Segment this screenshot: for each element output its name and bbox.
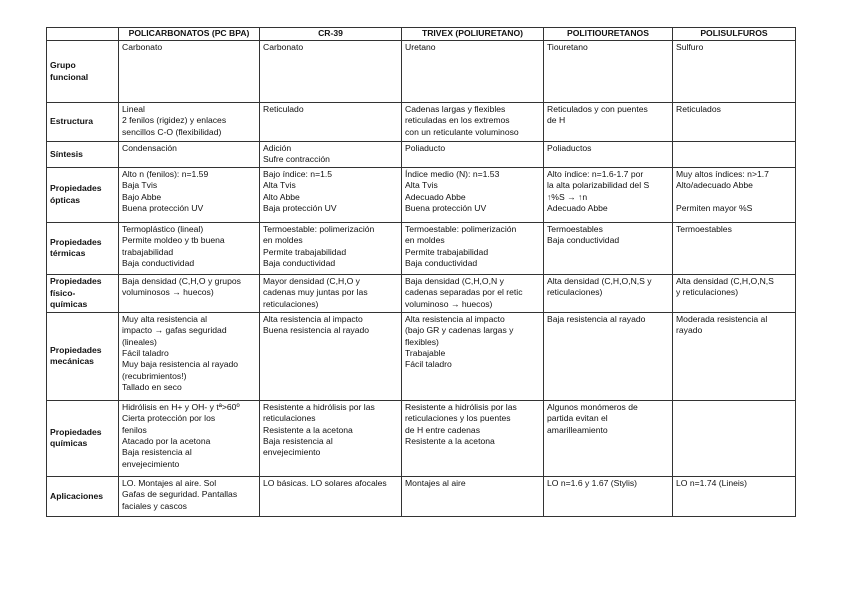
table-cell-policarbonatos (119, 222, 260, 274)
cell-text-line: Baja conductividad (263, 258, 336, 269)
cell-text-line: Hidrólisis en H+ y OH- y tª>60º (122, 401, 240, 412)
cell-text-line: Reticulados (676, 104, 721, 114)
cell-text-line: Sufre contracción (263, 154, 330, 165)
table-cell-cr39 (260, 476, 402, 516)
table-cell-trivex (402, 103, 544, 142)
table-cell-cr39 (260, 41, 402, 103)
cell-text-line: Alta Tvis (405, 180, 438, 191)
table-cell-trivex (402, 476, 544, 516)
row-header-text: químicas (50, 299, 88, 310)
cell-text-line: envejecimiento (122, 458, 180, 469)
table-row (47, 41, 796, 103)
table-cell-policarbonatos (119, 312, 260, 400)
table-cell-polisulfuros (673, 312, 796, 400)
cell-text-line: Termoestables (547, 223, 603, 234)
row-header-text: mecánicas (50, 356, 94, 367)
cell-text-line: reticulaciones y los puentes (405, 413, 511, 424)
cell-text-line: (bajo GR y cadenas largas y (405, 325, 514, 336)
cell-text-line: ↑%S → ↑n (547, 191, 588, 202)
table-cell-polisulfuros (673, 274, 796, 312)
cell-text-line: de H entre cadenas (405, 424, 481, 435)
table-cell-polisulfuros (673, 400, 796, 476)
cell-text-line: Alto Abbe (263, 191, 300, 202)
cell-text-line: LO n=1.6 y 1.67 (Stylis) (547, 477, 638, 488)
cell-text-line: Buena protección UV (405, 203, 487, 214)
cell-text-line: cadenas muy juntas por las (263, 287, 368, 298)
cell-text-line (676, 143, 792, 154)
cell-text-line: Baja resistencia al (122, 447, 192, 458)
row-header-text: Propiedades (50, 276, 102, 287)
table-row (47, 167, 796, 222)
cell-text-line: Poliaductos (547, 143, 592, 153)
row-header-text: Estructura (50, 116, 93, 127)
table-cell-polisulfuros (673, 142, 796, 168)
header-cell-politiouretanos: POLITIOURETANOS (544, 28, 673, 41)
cell-text-line: Alto n (fenilos): n=1.59 (122, 168, 209, 179)
table-row (47, 142, 796, 168)
cell-text-line: (lineales) (122, 336, 157, 347)
table-cell-politiouretanos (544, 400, 673, 476)
cell-text-line: la alta polarizabilidad del S (547, 180, 650, 191)
cell-text-line: LO. Montajes al aire. Sol (122, 477, 217, 488)
cell-text-line: Moderada resistencia al (676, 313, 768, 324)
cell-text-line: Baja resistencia al rayado (547, 313, 646, 324)
row-header-cell (47, 222, 119, 274)
table-cell-trivex (402, 400, 544, 476)
table-cell-trivex (402, 312, 544, 400)
cell-text-line: voluminoso → huecos) (405, 298, 493, 309)
row-header-text: Propiedades (50, 236, 102, 247)
cell-text-line: (recubrimientos!) (122, 370, 187, 381)
cell-text-line: Baja conductividad (547, 235, 620, 246)
cell-text-line: flexibles) (405, 336, 439, 347)
table-cell-trivex (402, 142, 544, 168)
cell-text-line: Baja densidad (C,H,O y grupos (122, 275, 241, 286)
cell-text-line: Bajo Abbe (122, 191, 162, 202)
cell-text-line: Alta Tvis (263, 180, 296, 191)
table-cell-policarbonatos (119, 476, 260, 516)
cell-text-line: Condensación (122, 143, 177, 153)
cell-text-line: Baja Tvis (122, 180, 158, 191)
row-header-text: ópticas (50, 194, 81, 205)
cell-text-line: Lineal (122, 104, 145, 114)
header-cell-corner (47, 28, 119, 41)
table-cell-trivex (402, 167, 544, 222)
cell-text-line: impacto → gafas seguridad (122, 325, 227, 336)
table-cell-polisulfuros (673, 476, 796, 516)
cell-text-line: en moldes (263, 235, 303, 246)
header-cell-cr39: CR-39 (260, 28, 402, 41)
cell-text-line: Carbonato (263, 42, 304, 52)
row-header-cell (47, 476, 119, 516)
cell-text-line: Muy baja resistencia al rayado (122, 359, 239, 370)
header-cell-policarbonatos: POLICARBONATOS (PC BPA) (119, 28, 260, 41)
row-header-text: Propiedades (50, 183, 102, 194)
row-header-text: Aplicaciones (50, 490, 104, 501)
cell-text-line: reticulaciones) (263, 298, 319, 309)
table-cell-politiouretanos (544, 103, 673, 142)
table-cell-policarbonatos (119, 274, 260, 312)
table-cell-polisulfuros (673, 222, 796, 274)
cell-text-line: Algunos monómeros de (547, 401, 638, 412)
table-cell-polisulfuros (673, 103, 796, 142)
cell-text-line: trabajabilidad (122, 246, 174, 257)
cell-text-line: Cierta protección por los (122, 413, 216, 424)
cell-text-line: Resistente a la acetona (405, 436, 495, 447)
table-cell-policarbonatos (119, 142, 260, 168)
table-cell-politiouretanos (544, 476, 673, 516)
cell-text-line: Mayor densidad (C,H,O y (263, 275, 360, 286)
cell-text-line: Cadenas largas y flexibles (405, 104, 506, 114)
cell-text-line: Trabajable (405, 348, 446, 359)
cell-text-line: Muy altos índices: n>1.7 (676, 168, 769, 179)
cell-text-line: rayado (676, 325, 703, 336)
table-cell-polisulfuros (673, 167, 796, 222)
row-header-text: Síntesis (50, 148, 83, 159)
row-header-text: químicas (50, 438, 88, 449)
cell-text-line: reticulaciones) (547, 287, 603, 298)
cell-text-line: Tiouretano (547, 42, 588, 52)
cell-text-line: Poliaducto (405, 143, 446, 153)
cell-text-line: Alto índice: n=1.6-1.7 por (547, 168, 644, 179)
cell-text-line: partida evitan el (547, 413, 608, 424)
table-row (47, 103, 796, 142)
cell-text-line: Permite moldeo y tb buena (122, 235, 225, 246)
table-cell-cr39 (260, 103, 402, 142)
table-cell-trivex (402, 222, 544, 274)
table-row (47, 274, 796, 312)
cell-text-line: Montajes al aire (405, 477, 466, 488)
row-header-text: Propiedades (50, 344, 102, 355)
cell-text-line: Termoestables (676, 223, 732, 234)
table-cell-trivex (402, 274, 544, 312)
table-cell-cr39 (260, 312, 402, 400)
cell-text-line: Buena resistencia al rayado (263, 325, 370, 336)
cell-text-line: faciales y cascos (122, 500, 187, 511)
cell-text-line: reticulaciones (263, 413, 316, 424)
cell-text-line: Permite trabajabilidad (263, 246, 347, 257)
cell-text-line: Uretano (405, 42, 436, 52)
table-cell-cr39 (260, 222, 402, 274)
cell-text-line: Termoplástico (lineal) (122, 223, 204, 234)
cell-text-line: Baja densidad (C,H,O,N y (405, 275, 504, 286)
cell-text-line: amarilleamiento (547, 424, 608, 435)
cell-text-line: 2 fenilos (rigidez) y enlaces (122, 115, 227, 126)
table-row (47, 312, 796, 400)
row-header-text: Propiedades (50, 426, 102, 437)
cell-text-line: Fácil taladro (122, 348, 169, 359)
cell-text-line: Baja resistencia al (263, 436, 333, 447)
row-header-text: físico- (50, 287, 76, 298)
cell-text-line (676, 402, 792, 413)
table-cell-trivex (402, 41, 544, 103)
cell-text-line: Baja conductividad (122, 258, 195, 269)
cell-text-line: Alto/adecuado Abbe (676, 180, 753, 191)
cell-text-line: reticuladas en los extremos (405, 115, 510, 126)
cell-text-line: LO básicas. LO solares afocales (263, 477, 387, 488)
cell-text-line: Carbonato (122, 42, 163, 52)
cell-text-line: Índice medio (N): n=1.53 (405, 168, 500, 179)
cell-text-line: Permite trabajabilidad (405, 246, 489, 257)
cell-text-line: Reticulado (263, 104, 304, 114)
cell-text-line: con un reticulante voluminoso (405, 126, 519, 137)
cell-text-line: Resistente a hidrólisis por las (263, 401, 375, 412)
cell-text-line: envejecimiento (263, 447, 321, 458)
row-header-cell (47, 41, 119, 103)
table-cell-politiouretanos (544, 167, 673, 222)
cell-text-line: Gafas de seguridad. Pantallas (122, 489, 238, 500)
row-header-cell (47, 167, 119, 222)
cell-text-line: Buena protección UV (122, 203, 204, 214)
cell-text-line: sencillos C-O (flexibilidad) (122, 126, 222, 137)
cell-text-line: Resistente a la acetona (263, 424, 353, 435)
cell-text-line: voluminosos → huecos) (122, 287, 214, 298)
table-cell-cr39 (260, 274, 402, 312)
cell-text-line: Baja protección UV (263, 203, 337, 214)
table-cell-politiouretanos (544, 312, 673, 400)
cell-text-line: Atacado por la acetona (122, 436, 211, 447)
cell-text-line: Adecuado Abbe (547, 203, 608, 214)
table-cell-politiouretanos (544, 274, 673, 312)
cell-text-line: en moldes (405, 235, 445, 246)
cell-text-line: Reticulados y con puentes (547, 104, 648, 114)
row-header-text: térmicas (50, 248, 86, 259)
table-row (47, 476, 796, 516)
table-cell-policarbonatos (119, 103, 260, 142)
row-header-cell (47, 400, 119, 476)
table-cell-cr39 (260, 400, 402, 476)
header-cell-trivex: TRIVEX (POLIURETANO) (402, 28, 544, 41)
cell-text-line: fenilos (122, 424, 147, 435)
table-row (47, 400, 796, 476)
header-row (47, 28, 796, 41)
cell-text-line (676, 192, 792, 203)
table-cell-politiouretanos (544, 41, 673, 103)
row-header-cell (47, 274, 119, 312)
cell-text-line: Alta densidad (C,H,O,N,S (676, 275, 774, 286)
cell-text-line: Adición (263, 143, 292, 153)
cell-text-line: Muy alta resistencia al (122, 313, 208, 324)
row-header-cell (47, 103, 119, 142)
cell-text-line: Adecuado Abbe (405, 191, 466, 202)
cell-text-line: Sulfuro (676, 42, 704, 52)
cell-text-line: Bajo índice: n=1.5 (263, 168, 333, 179)
cell-text-line: Termoestable: polimerización (263, 223, 375, 234)
cell-text-line: LO n=1.74 (Lineis) (676, 477, 747, 488)
row-header-text: funcional (50, 71, 89, 82)
cell-text-line: Permiten mayor %S (676, 203, 753, 214)
cell-text-line: Tallado en seco (122, 382, 182, 393)
table-cell-policarbonatos (119, 167, 260, 222)
cell-text-line: de H (547, 115, 566, 126)
cell-text-line: cadenas separadas por el retic (405, 287, 523, 298)
cell-text-line: Fácil taladro (405, 359, 452, 370)
cell-text-line: Alta resistencia al impacto (405, 313, 505, 324)
row-header-cell (47, 142, 119, 168)
cell-text-line: y reticulaciones) (676, 287, 739, 298)
table-cell-cr39 (260, 167, 402, 222)
table-row (47, 222, 796, 274)
materials-comparison-table (46, 27, 796, 517)
cell-text-line: Baja conductividad (405, 258, 478, 269)
table-cell-cr39 (260, 142, 402, 168)
cell-text-line: Alta resistencia al impacto (263, 313, 363, 324)
table-cell-polisulfuros (673, 41, 796, 103)
cell-text-line: Alta densidad (C,H,O,N,S y (547, 275, 652, 286)
row-header-cell (47, 312, 119, 400)
table-cell-politiouretanos (544, 142, 673, 168)
header-cell-polisulfuros: POLISULFUROS (673, 28, 796, 41)
table-cell-politiouretanos (544, 222, 673, 274)
table-cell-policarbonatos (119, 400, 260, 476)
cell-text-line: Resistente a hidrólisis por las (405, 401, 517, 412)
cell-text-line: Termoestable: polimerización (405, 223, 517, 234)
table-cell-policarbonatos (119, 41, 260, 103)
row-header-text: Grupo (50, 60, 76, 71)
